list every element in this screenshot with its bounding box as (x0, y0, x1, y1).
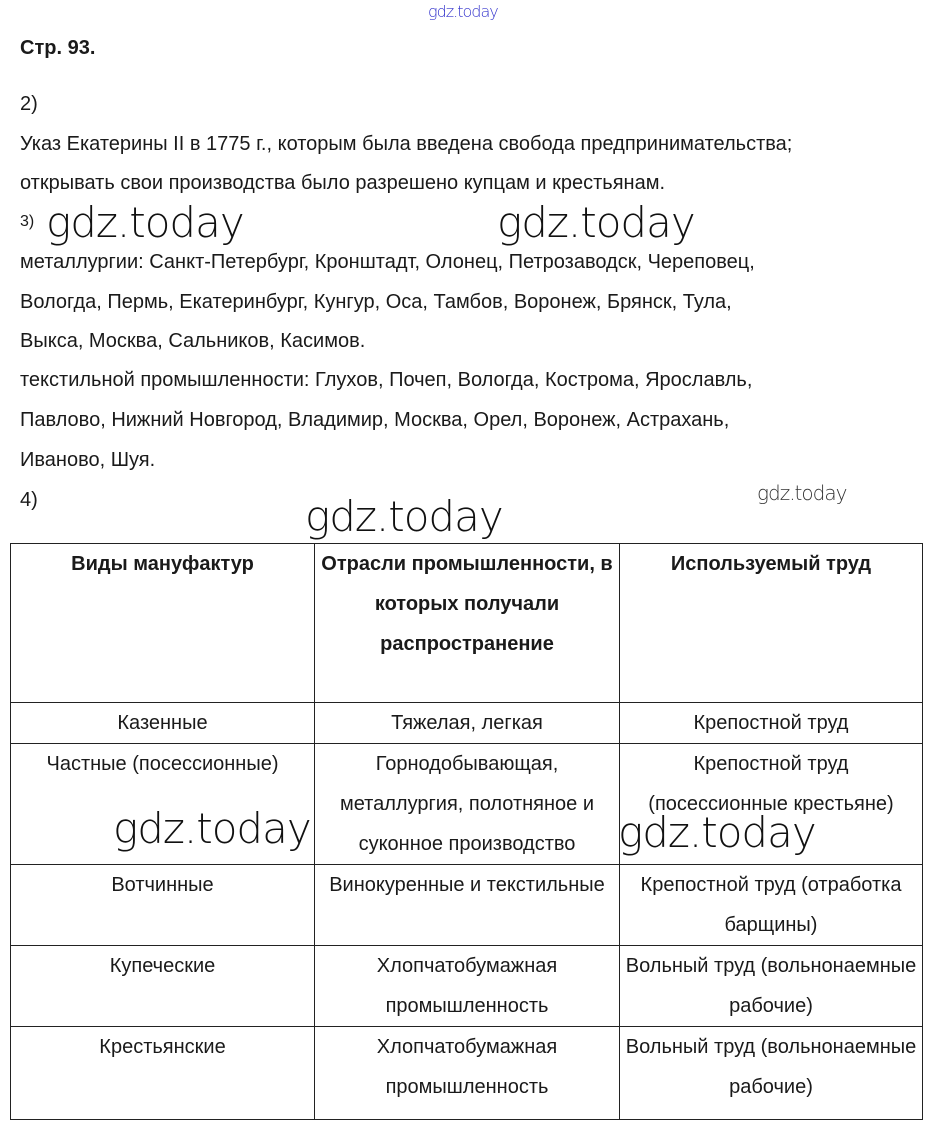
table-cell: Горнодобывающая, металлургия, полотняное и суконное производство (315, 744, 620, 865)
border-gap (62, 1113, 244, 1117)
table-row (11, 946, 923, 1027)
watermark: gdz.today (305, 492, 503, 541)
table-cell: Крепостной труд (620, 703, 923, 744)
page-title: Стр. 93. (20, 37, 96, 59)
watermark: gdz.today (113, 804, 311, 853)
table-cell: Вотчинные (11, 865, 315, 946)
table-cell: Казенные (11, 703, 315, 744)
header-cell: Виды мануфактур (11, 544, 315, 703)
table-cell: Крестьянские (11, 1027, 315, 1120)
table-cell: Крепостной труд (отработка барщины) (620, 865, 923, 946)
section-3-line: текстильной промышленности: Глухов, Почеп, Вологда, Кострома, Ярославль, (20, 369, 753, 391)
header-cell: Используемый труд (620, 544, 923, 703)
watermark: gdz.today (757, 481, 847, 505)
watermark: gdz.today (618, 808, 816, 857)
section-2-line: открывать свои производства было разрешено купцам и крестьянам. (20, 172, 666, 194)
table-cell: Вольный труд (вольнонаемные рабочие) (620, 1027, 923, 1120)
table-cell: Частные (посессионные) (11, 744, 315, 865)
table-row (11, 703, 923, 744)
section-2-line: Указ Екатерины II в 1775 г., которым была введена свобода предпринимательства; (20, 133, 793, 155)
table-cell: Крепостной труд (посессионные крестьяне) (620, 744, 923, 865)
watermark: gdz.today (497, 198, 695, 247)
table-row (11, 865, 923, 946)
table-cell: Хлопчатобумажная промышленность (315, 1027, 620, 1120)
table-cell: Хлопчатобумажная промышленность (315, 946, 620, 1027)
section-3-line: Выкса, Москва, Сальников, Касимов. (20, 330, 366, 352)
table-cell: Вольный труд (вольнонаемные рабочие) (620, 946, 923, 1027)
table-header-row (11, 544, 923, 703)
table-cell: Тяжелая, легкая (315, 703, 620, 744)
table-row (11, 1027, 923, 1120)
watermark: gdz.today (46, 198, 244, 247)
section-3-label: 3) (20, 213, 35, 230)
table-cell: Купеческие (11, 946, 315, 1027)
header-cell: Отрасли промышленности, в которых получали распространение (315, 544, 620, 703)
section-3-line: металлургии: Санкт-Петербург, Кронштадт, Олонец, Петрозаводск, Череповец, (20, 251, 755, 273)
section-2-label: 2) (20, 93, 38, 115)
section-3-line: Павлово, Нижний Новгород, Владимир, Москва, Орел, Воронеж, Астрахань, (20, 409, 730, 431)
section-3-line: Вологда, Пермь, Екатеринбург, Кунгур, Оса, Тамбов, Воронеж, Брянск, Тула, (20, 291, 732, 313)
section-4-label: 4) (20, 489, 38, 511)
table-cell: Винокуренные и текстильные (315, 865, 620, 946)
watermark: gdz.today (428, 2, 498, 21)
section-3-line: Иваново, Шуя. (20, 449, 156, 471)
